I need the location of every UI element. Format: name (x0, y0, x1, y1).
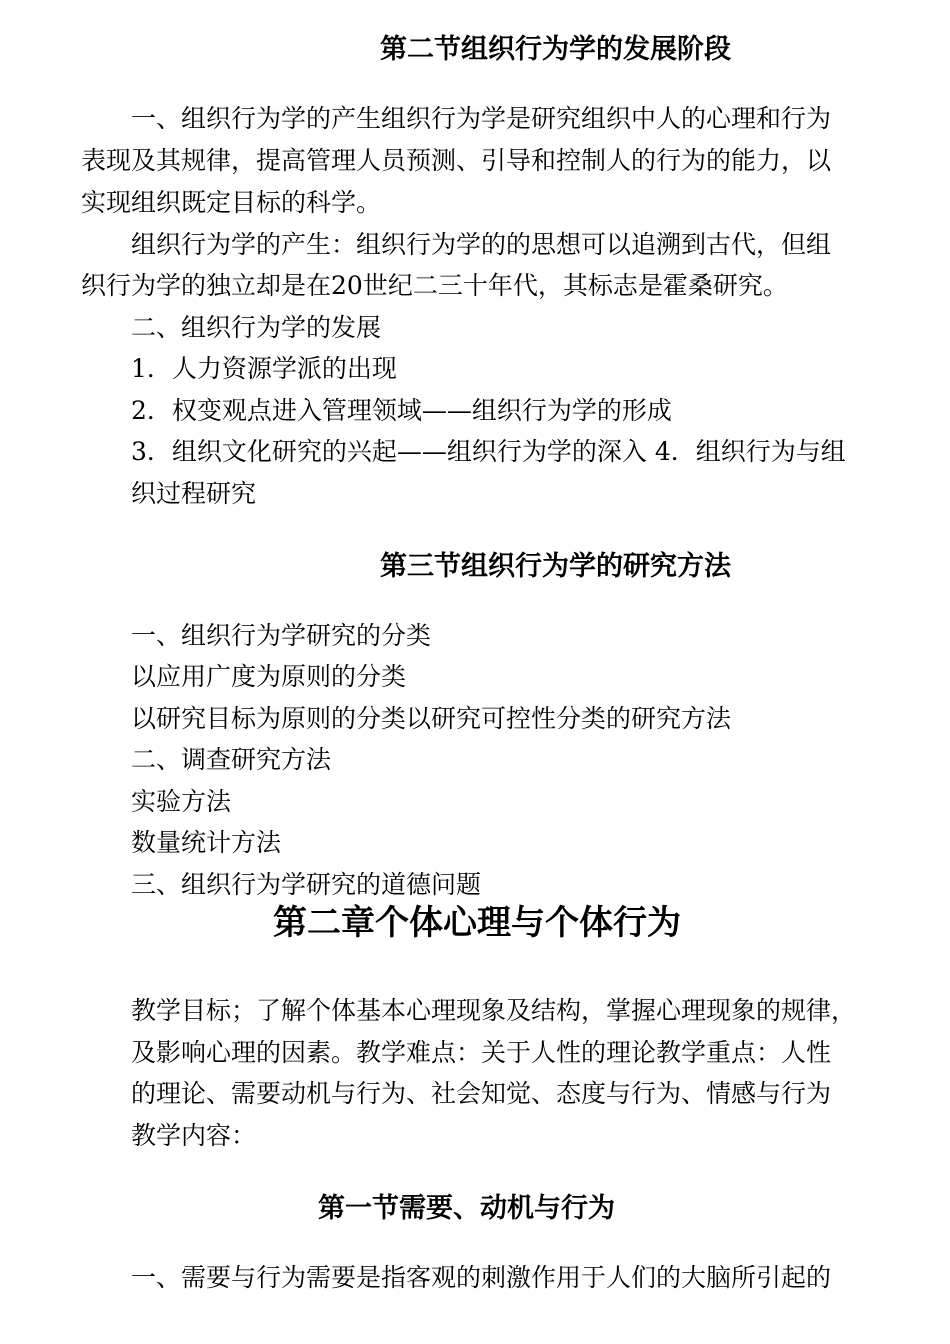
paragraph-line: 表现及其规律，提高管理人员预测、引导和控制人的行为的能力，以 (81, 146, 832, 175)
list-item: 一、组织行为学研究的分类 (131, 621, 432, 650)
paragraph-line: 教学内容： (131, 1121, 257, 1150)
list-item: 实验方法 (131, 787, 232, 816)
list-item: 二、调查研究方法 (131, 745, 332, 774)
list-item: 2．权变观点进入管理领域——组织行为学的形成 (131, 396, 672, 425)
paragraph-line: 及影响心理的因素。教学难点：关于人性的理论教学重点：人性 (131, 1038, 832, 1067)
section-heading: 第三节组织行为学的研究方法 (380, 551, 731, 582)
section-heading: 第二节组织行为学的发展阶段 (380, 34, 731, 65)
paragraph-line: 实现组织既定目标的科学。 (81, 188, 382, 217)
section-heading: 第一节需要、动机与行为 (318, 1193, 615, 1224)
list-item: 3．组织文化研究的兴起——组织行为学的深入 4．组织行为与组 (131, 437, 846, 466)
paragraph-line: 组织行为学的产生：组织行为学的的思想可以追溯到古代，但组 (131, 230, 832, 259)
list-item: 二、组织行为学的发展 (131, 313, 382, 342)
paragraph-line: 的理论、需要动机与行为、社会知觉、态度与行为、情感与行为 (131, 1079, 832, 1108)
list-item: 数量统计方法 (131, 828, 282, 857)
list-item: 三、组织行为学研究的道德问题 (131, 870, 482, 899)
paragraph-line: 织行为学的独立却是在20世纪二三十年代，其标志是霍桑研究。 (81, 271, 788, 300)
chapter-heading: 第二章个体心理与个体行为 (273, 903, 681, 943)
paragraph-line: 一、组织行为学的产生组织行为学是研究组织中人的心理和行为 (131, 104, 832, 133)
paragraph-line: 一、需要与行为需要是指客观的刺激作用于人们的大脑所引起的 (131, 1263, 832, 1292)
paragraph-line: 教学目标；了解个体基本心理现象及结构，掌握心理现象的规律， (131, 996, 857, 1025)
list-item: 1．人力资源学派的出现 (131, 354, 397, 383)
list-item: 织过程研究 (131, 479, 257, 508)
list-item: 以应用广度为原则的分类 (131, 662, 407, 691)
list-item: 以研究目标为原则的分类以研究可控性分类的研究方法 (131, 704, 732, 733)
